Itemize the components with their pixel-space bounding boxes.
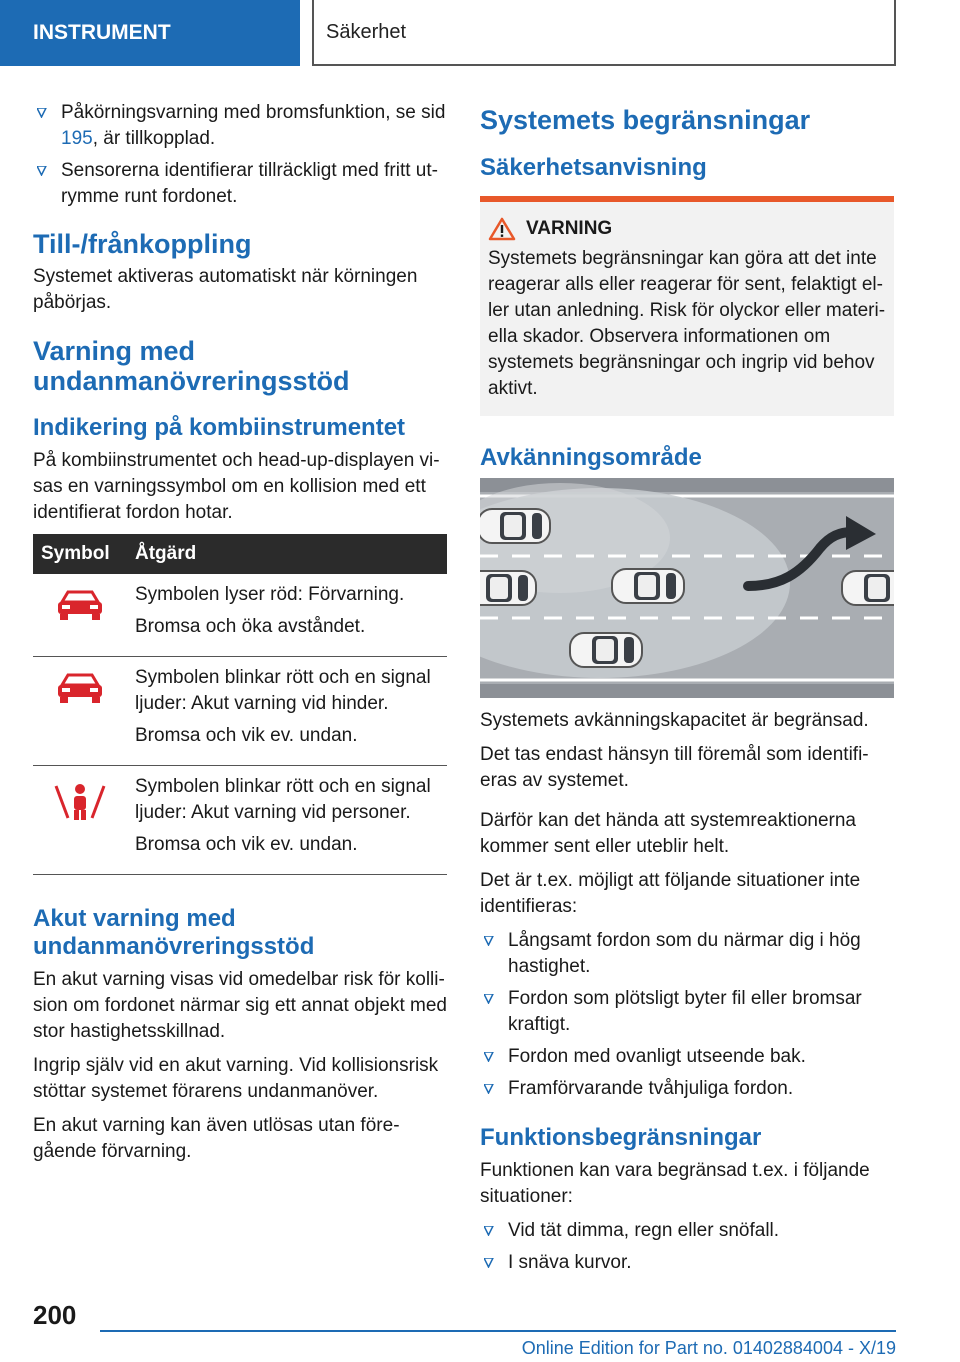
heading-indikering: Indikering på kombiinstrumentet	[33, 414, 406, 441]
intro-bullet-list	[33, 100, 447, 210]
heading-avkanningsomrade: Avkänningsområde	[480, 444, 702, 471]
heading-sakerhetsanvisning: Säkerhetsanvisning	[480, 154, 707, 181]
paragraph: Ingrip själv vid en akut varning. Vid kollisionsrisk stöttar systemet förarens undanmanöver.	[33, 1055, 439, 1102]
situation-bullet-list	[480, 928, 894, 1102]
left-column	[33, 100, 447, 1173]
heading-systemets-begransningar: Systemets begränsningar	[480, 105, 811, 135]
paragraph: Funktionen kan vara begränsad t.ex. i följande situationer:	[480, 1160, 870, 1207]
list-item: Påkörningsvarning med bromsfunktion, se sid 195, är tillkopplad.	[33, 100, 447, 152]
triangle-bullet-icon	[484, 1226, 494, 1236]
page-link[interactable]: 195	[61, 128, 93, 149]
paragraph: En akut varning visas vid omedelbar risk för kollision om fordonet närmar sig ett annat objekt med stor hastighetsskillnad.	[33, 969, 448, 1042]
symbol-cell	[33, 657, 127, 766]
sensing-area-illustration	[480, 478, 894, 698]
paragraph: Det tas endast hänsyn till föremål som identifieras av systemet.	[480, 744, 869, 791]
table-header-atgard: Åtgärd	[127, 534, 447, 574]
triangle-bullet-icon	[484, 1258, 494, 1268]
paragraph: Systemets avkänningskapacitet är begränsad.	[480, 710, 869, 731]
list-item: Långsamt fordon som du närmar dig i hög hastighet.	[480, 928, 894, 980]
paragraph: Därför kan det hända att systemreaktionerna kommer sent eller uteblir helt.	[480, 810, 856, 857]
heading-akut-varning: Akut varning med undanmanövreringsstöd	[33, 905, 315, 960]
car-front-icon	[52, 588, 108, 624]
list-item: Fordon med ovanligt utseende bak.	[480, 1044, 894, 1070]
list-item: Framförvarande tvåhjuliga fordon.	[480, 1076, 894, 1102]
edition-note: Online Edition for Part no. 01402884004 - X/19	[521, 1338, 896, 1358]
paragraph: En akut varning kan även utlösas utan föregående förvarning.	[33, 1115, 400, 1162]
paragraph: Det är t.ex. möjligt att följande situationer inte identifieras:	[480, 870, 861, 917]
triangle-bullet-icon	[484, 1084, 494, 1094]
triangle-bullet-icon	[37, 108, 47, 118]
action-cell: Symbolen blinkar rött och en signal ljuder: Akut varning vid personer. Bromsa och vik ev. undan.	[127, 766, 447, 875]
right-column	[480, 100, 894, 1284]
page-number: 200	[33, 1300, 77, 1330]
warning-title: VARNING	[488, 216, 886, 242]
symbol-cell	[33, 574, 127, 657]
triangle-bullet-icon	[484, 1052, 494, 1062]
list-item: Sensorerna identifierar tillräckligt med fritt utrymme runt fordonet.	[33, 158, 447, 210]
heading-funktionsbegransningar: Funktionsbegränsningar	[480, 1124, 762, 1151]
page-header	[0, 0, 960, 66]
pedestrian-icon	[52, 780, 108, 824]
chapter-tab[interactable]: Säkerhet	[312, 0, 896, 66]
section-tab[interactable]: INSTRUMENT	[0, 0, 300, 66]
list-item: Fordon som plötsligt byter fil eller bromsar kraftigt.	[480, 986, 894, 1038]
paragraph: På kombiinstrumentet och head-up-displayen visas en varningssymbol om en kollision med ett identifierat fordon hotar.	[33, 450, 440, 523]
table-row	[33, 574, 447, 657]
heading-varning-undanmanovrering: Varning med undanmanövreringsstöd	[33, 336, 350, 396]
table-row	[33, 657, 447, 766]
triangle-bullet-icon	[484, 994, 494, 1004]
paragraph: Systemet aktiveras automatiskt när körningen påbörjas.	[33, 266, 418, 313]
table-header-symbol: Symbol	[33, 534, 127, 574]
action-cell: Symbolen lyser röd: Förvarning. Bromsa och öka avståndet.	[127, 574, 447, 657]
list-item: Vid tät dimma, regn eller snöfall.	[480, 1218, 894, 1244]
heading-till-frankoppling: Till-/frånkoppling	[33, 229, 252, 259]
warning-box	[480, 196, 894, 416]
warning-triangle-icon	[488, 217, 516, 241]
warning-text: Systemets begränsningar kan göra att det inte reagerar alls eller reagerar för sent, felaktigt eller utan anledning. Risk för olyckor eller materiella skador. Observera informationen om systemets begränsningar och ingrip vid behov aktivt.	[488, 248, 886, 399]
limitation-bullet-list	[480, 1218, 894, 1276]
triangle-bullet-icon	[484, 936, 494, 946]
symbol-table	[33, 534, 447, 875]
triangle-bullet-icon	[37, 166, 47, 176]
list-item: I snäva kurvor.	[480, 1250, 894, 1276]
car-front-icon	[52, 671, 108, 707]
footer-divider	[100, 1330, 896, 1332]
action-cell: Symbolen blinkar rött och en signal ljuder: Akut varning vid hinder. Bromsa och vik ev. undan.	[127, 657, 447, 766]
table-row	[33, 766, 447, 875]
symbol-cell	[33, 766, 127, 875]
